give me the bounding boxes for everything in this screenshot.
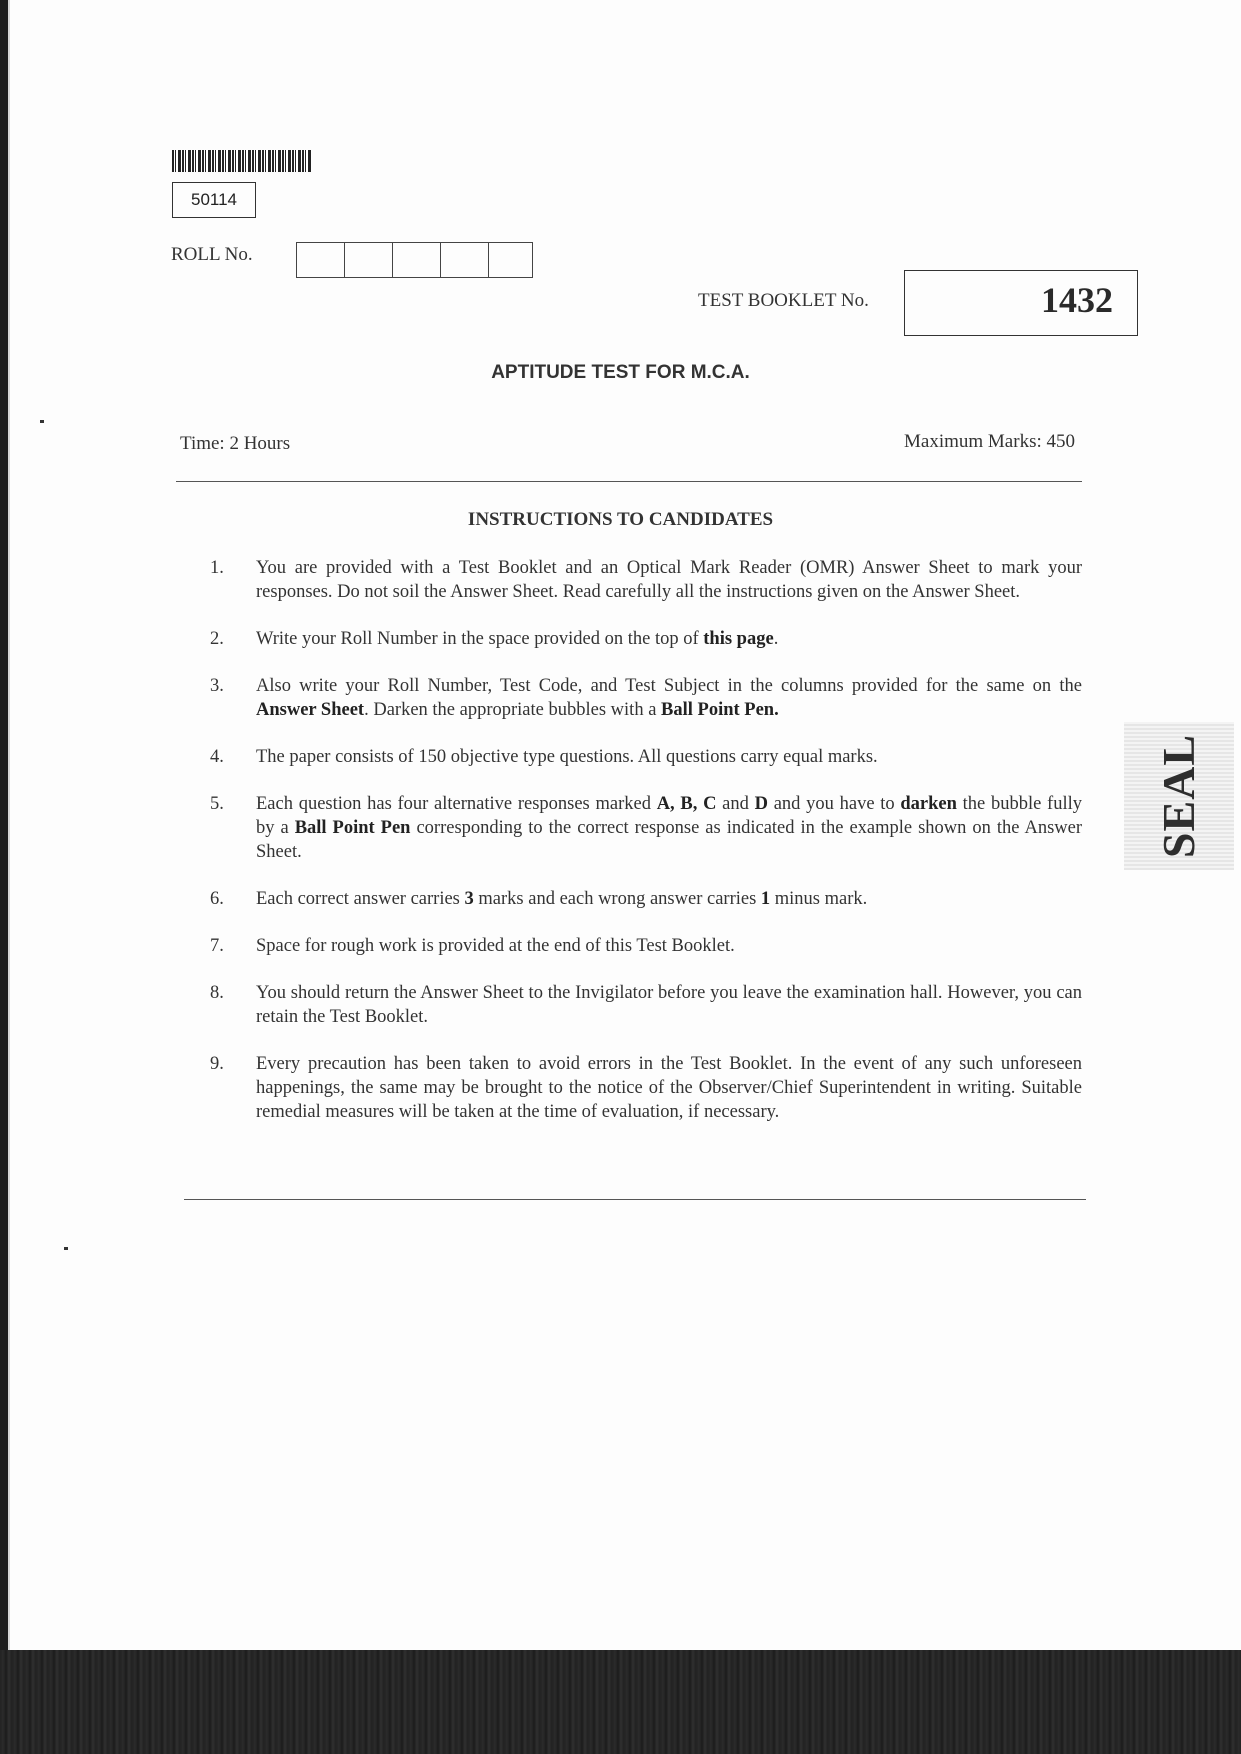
barcode	[172, 150, 312, 172]
instruction-text: You are provided with a Test Booklet and an Optical Mark Reader (OMR) Answer Sheet to mark your responses. Do not soil the Answer Sheet. Read carefully all the instructions given on the Answer Sheet.	[256, 558, 1082, 602]
booklet-code: 50114	[172, 182, 256, 218]
instruction-item	[210, 934, 1082, 958]
roll-digit-box	[441, 243, 489, 277]
time-allowed: Time: 2 Hours	[180, 433, 291, 454]
instruction-number: 2.	[210, 629, 224, 649]
instruction-number: 4.	[210, 747, 224, 767]
instruction-item	[210, 1052, 1082, 1124]
roll-digit-box	[345, 243, 393, 277]
instruction-text: Also write your Roll Number, Test Code, and Test Subject in the columns provided for the same on the Answer Sheet. Darken the appropriate bubbles with a Ball Point Pen.	[256, 676, 1082, 720]
seal-label: SEAL	[1153, 733, 1204, 859]
instruction-number: 8.	[210, 983, 224, 1003]
instruction-item	[210, 887, 1082, 911]
instruction-number: 7.	[210, 936, 224, 956]
instruction-item	[210, 674, 1082, 722]
test-booklet-label: TEST BOOKLET No.	[698, 290, 869, 311]
instruction-number: 5.	[210, 794, 224, 814]
roll-digit-box	[297, 243, 345, 277]
roll-number-label: ROLL No.	[171, 244, 253, 265]
instruction-text: The paper consists of 150 objective type questions. All questions carry equal marks.	[256, 747, 878, 767]
instruction-item	[210, 792, 1082, 864]
roll-number-boxes	[296, 242, 533, 278]
seal-sticker	[1124, 722, 1234, 870]
test-booklet-number: 1432	[1041, 280, 1113, 320]
instruction-number: 3.	[210, 676, 224, 696]
instruction-item	[210, 556, 1082, 604]
instruction-number: 6.	[210, 889, 224, 909]
instruction-text: Every precaution has been taken to avoid errors in the Test Booklet. In the event of any such unforeseen happenings, the same may be brought to the notice of the Observer/Chief Superintendent in writing. Suitable remedial measures will be taken at the time of evaluation, if necessary.	[256, 1054, 1082, 1122]
roll-digit-box	[489, 243, 532, 277]
scan-speck	[64, 1247, 68, 1250]
divider	[184, 1199, 1086, 1200]
instruction-item	[210, 745, 1082, 769]
page-title: APTITUDE TEST FOR M.C.A.	[491, 362, 750, 383]
instruction-item	[210, 627, 1082, 651]
instruction-number: 1.	[210, 558, 224, 578]
maximum-marks: Maximum Marks: 450	[904, 431, 1075, 452]
instruction-text: Write your Roll Number in the space provided on the top of this page.	[256, 629, 779, 649]
scanner-background	[0, 1650, 1241, 1754]
instruction-number: 9.	[210, 1054, 224, 1074]
instruction-text: Each correct answer carries 3 marks and each wrong answer carries 1 minus mark.	[256, 889, 868, 909]
instruction-text: You should return the Answer Sheet to the Invigilator before you leave the examination hall. However, you can retain the Test Booklet.	[256, 983, 1082, 1027]
scan-speck	[40, 420, 44, 423]
instruction-text: Each question has four alternative responses marked A, B, C and D and you have to darken the bubble fully by a Ball Point Pen corresponding to the correct response as indicated in the example shown on the Answer Sheet.	[256, 794, 1083, 862]
instructions-list	[210, 556, 1082, 1147]
instruction-text: Space for rough work is provided at the end of this Test Booklet.	[256, 936, 735, 956]
test-booklet-number-box	[904, 270, 1138, 336]
instructions-heading: INSTRUCTIONS TO CANDIDATES	[467, 509, 774, 530]
roll-digit-box	[393, 243, 441, 277]
divider	[176, 481, 1082, 482]
instruction-item	[210, 981, 1082, 1029]
